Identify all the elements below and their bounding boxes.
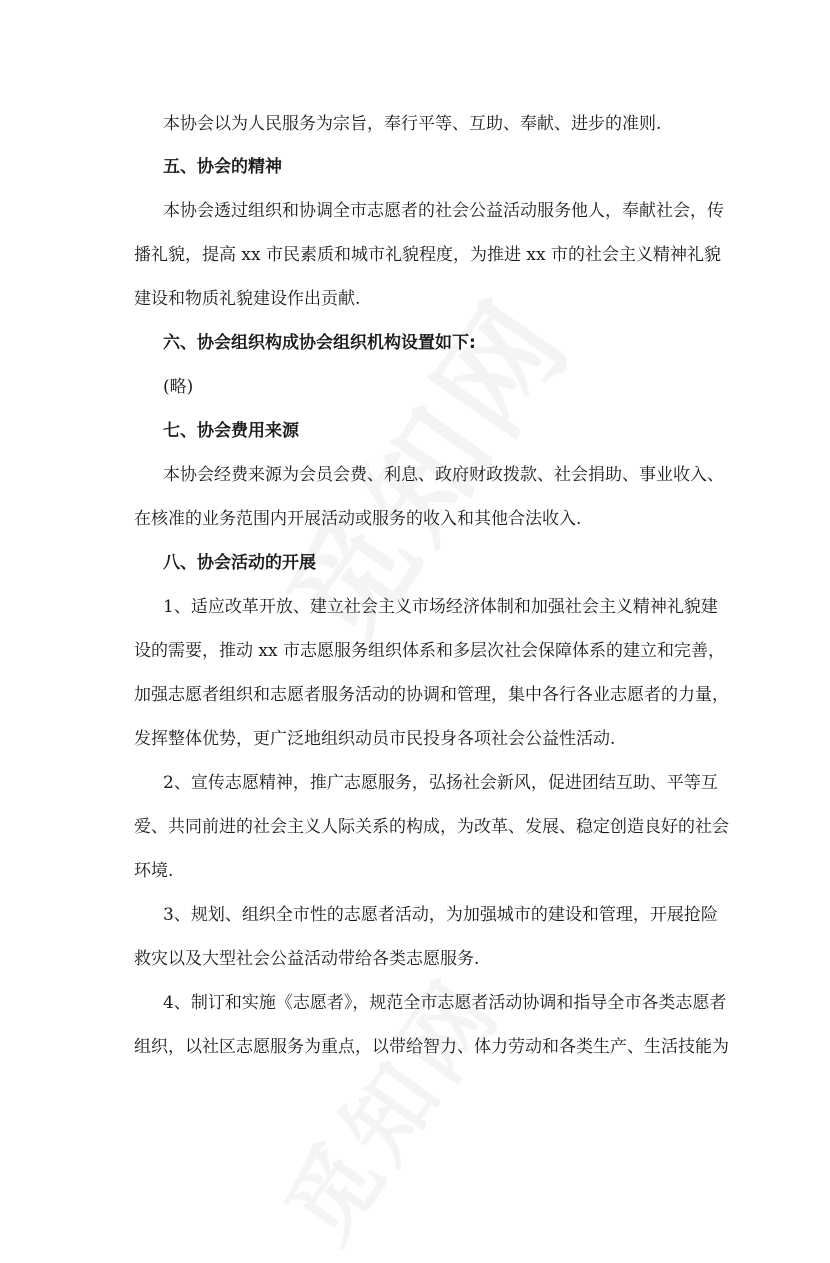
text-line: 播礼貌，提高 xx 市民素质和城市礼貌程度，为推进 xx 市的社会主义精神礼貌	[134, 245, 721, 265]
section-heading: 六、协会组织构成协会组织机构设置如下:	[163, 333, 476, 353]
text-line: 2、宣传志愿精神，推广志愿服务，弘扬社会新风，促进团结互助、平等互	[163, 773, 718, 793]
text-line: 本协会以为人民服务为宗旨，奉行平等、互助、奉献、进步的准则.	[163, 114, 662, 134]
section-heading: 八、协会活动的开展	[163, 553, 316, 573]
text-line: 4、制订和实施《志愿者》，规范全市志愿者活动协调和指导全市各类志愿者	[163, 993, 727, 1013]
text-line: 加强志愿者组织和志愿者服务活动的协调和管理，集中各行各业志愿者的力量，	[134, 685, 729, 705]
text-line: 爱、共同前进的社会主义人际关系的构成，为改革、发展、稳定创造良好的社会	[134, 817, 729, 837]
text-line: 3、规划、组织全市性的志愿者活动，为加强城市的建设和管理，开展抢险	[163, 905, 718, 925]
text-line: 本协会透过组织和协调全市志愿者的社会公益活动服务他人，奉献社会，传	[163, 201, 724, 221]
text-line: 在核准的业务范围内开展活动或服务的收入和其他合法收入.	[134, 509, 582, 529]
text-line: (略)	[163, 377, 194, 397]
text-line: 组织，以社区志愿服务为重点，以带给智力、体力劳动和各类生产、生活技能为	[134, 1037, 729, 1057]
text-line: 建设和物质礼貌建设作出贡献.	[134, 289, 361, 309]
text-line: 设的需要，推动 xx 市志愿服务组织体系和多层次社会保障体系的建立和完善，	[134, 641, 725, 661]
text-line: 1、适应改革开放、建立社会主义市场经济体制和加强社会主义精神礼貌建	[163, 597, 718, 617]
text-line: 环境.	[134, 861, 174, 881]
text-line: 本协会经费来源为会员会费、利息、政府财政拨款、社会捐助、事业收入、	[163, 465, 724, 485]
text-line: 发挥整体优势，更广泛地组织动员市民投身各项社会公益性活动.	[134, 729, 616, 749]
text-line: 救灾以及大型社会公益活动带给各类志愿服务.	[134, 949, 480, 969]
section-heading: 七、协会费用来源	[163, 421, 299, 441]
section-heading: 五、协会的精神	[163, 157, 282, 177]
